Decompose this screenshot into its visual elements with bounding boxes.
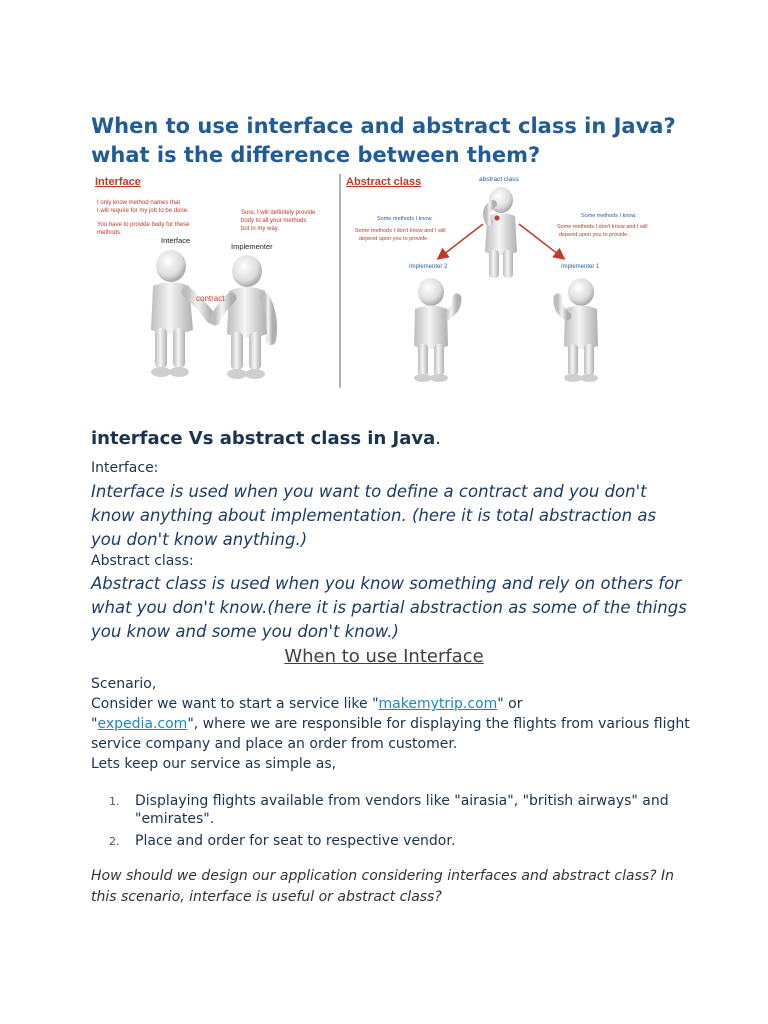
abstract-panel-heading: Abstract class xyxy=(346,176,422,188)
implementer-2-label: Implementer 2 xyxy=(409,264,448,270)
list-item-text: Displaying flights available from vendors like "airasia", "british airways" and "emirates". xyxy=(135,793,669,827)
interface-label: Interface: xyxy=(91,460,159,476)
abstract-class-description: Abstract class is used when you know something and rely on others for what you don't know.(here it is partial abstraction as some of the things you know and some you don't know.) xyxy=(91,574,687,641)
abstract-left-note: depend upon you to provide. xyxy=(359,236,429,242)
list-item-number: 2. xyxy=(109,835,120,848)
implementer-note-line: Sure, I will definitely provide xyxy=(241,210,316,216)
implementer-note-line: but in my way. xyxy=(241,226,279,232)
implementer-note-line: body to all your methods xyxy=(241,218,307,224)
abstract-figure-label: abstract class xyxy=(479,176,519,183)
scenario-text: " xyxy=(91,716,98,732)
interface-panel xyxy=(95,176,316,379)
section-heading xyxy=(91,428,441,449)
requirements-list xyxy=(109,792,669,854)
expedia-link[interactable]: expedia.com xyxy=(97,716,188,732)
design-question: How should we design our application considering interfaces and abstract class? In this scenario, interface is useful or abstract class? xyxy=(91,868,675,905)
list-item-text: Place and order for seat to respective vendor. xyxy=(135,833,456,849)
list-item xyxy=(109,832,669,850)
abstract-left-note: Some methods I know. xyxy=(377,216,433,222)
abstract-class-person-figure xyxy=(485,187,517,278)
when-to-use-interface-heading: When to use Interface xyxy=(284,646,484,667)
scenario-text: Consider we want to start a service like " xyxy=(91,696,379,712)
abstract-right-note: depend upon you to provide. xyxy=(559,232,629,238)
interface-note-line: methods. xyxy=(97,230,122,236)
scenario-label: Scenario, xyxy=(91,676,157,692)
makemytrip-link[interactable]: makemytrip.com xyxy=(378,696,498,712)
abstract-right-note: Some methods I know. xyxy=(581,213,637,219)
scenario-text: Lets keep our service as simple as, xyxy=(91,756,337,772)
scenario-text: " or xyxy=(497,696,523,712)
implementer-1-label: Implementer 1 xyxy=(561,264,600,270)
interface-note-line: I only know method names that xyxy=(97,200,181,206)
implementer-figure-label: Implementer xyxy=(231,242,273,251)
page-title: When to use interface and abstract class in Java? what is the difference between them? xyxy=(91,114,676,167)
abstract-left-note: Some methods I don't know and I will xyxy=(355,228,446,234)
abstract-class-label: Abstract class: xyxy=(91,553,194,569)
contract-label: contract xyxy=(196,294,225,303)
interface-figure-label: Interface xyxy=(161,236,191,245)
section-heading-period: . xyxy=(435,428,442,449)
interface-description: Interface is used when you want to define a contract and you don't know anything about implementation. (here it is total abstraction as you don't know anything.) xyxy=(91,482,657,549)
implementer-person-figure xyxy=(215,255,272,379)
abstract-class-panel xyxy=(346,176,648,382)
section-heading-text: interface Vs abstract class in Java xyxy=(91,428,436,449)
list-item xyxy=(109,792,669,828)
interface-person-figure xyxy=(151,250,211,377)
implementer-1-person-figure xyxy=(558,278,598,382)
abstract-right-note: Some methods I don't know and I will xyxy=(557,224,648,230)
implementer-2-person-figure xyxy=(414,278,457,382)
interface-note-line: You have to provide body for these xyxy=(97,222,190,228)
scenario-text: ", where we are responsible for displaying the flights from various flight service company and place an order from customer. xyxy=(91,716,690,752)
interface-note-line: I will require for my job to be done. xyxy=(97,208,189,214)
interface-panel-heading: Interface xyxy=(95,176,141,188)
list-item-number: 1. xyxy=(109,795,120,808)
scenario-paragraph xyxy=(91,694,691,774)
interface-vs-abstract-illustration xyxy=(91,170,681,392)
